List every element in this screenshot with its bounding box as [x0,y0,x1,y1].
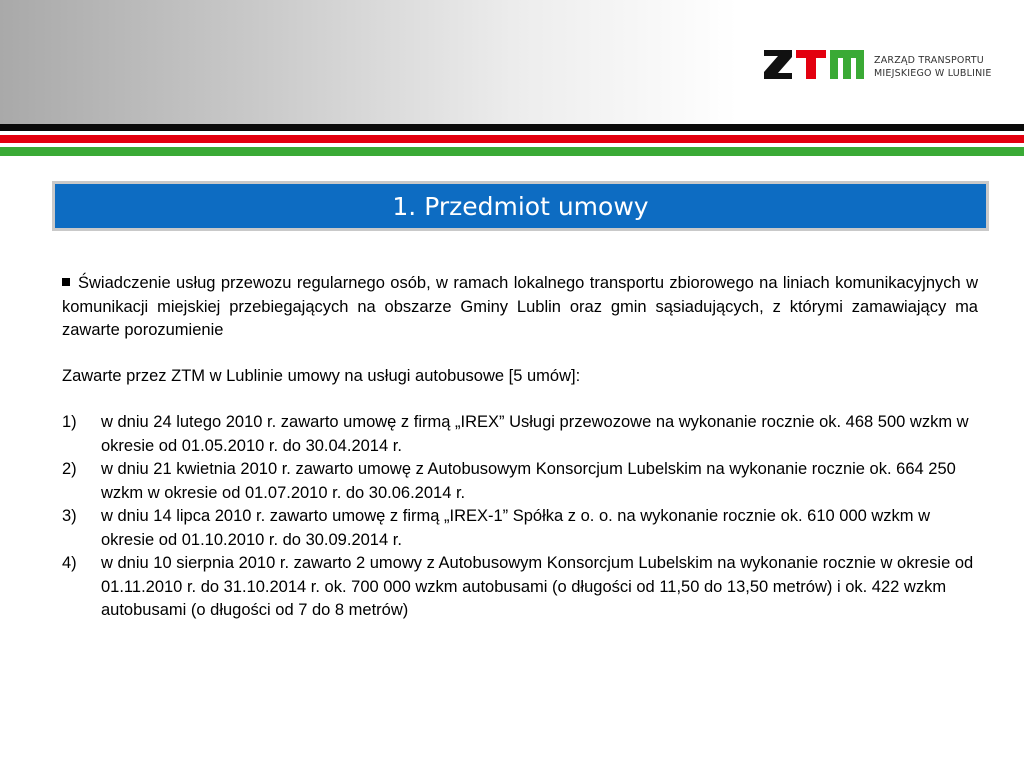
list-item [62,505,978,552]
ztm-logo [762,47,992,83]
list-item-number: 3) [62,507,77,525]
header-stripe-green [0,147,1024,156]
list-item-text: w dniu 21 kwietnia 2010 r. zawarto umowę z Autobusowym Konsorcjum Lubelskim na wykonanie rocznie ok. 664 250 wzkm w okresie od 01.07.2010 r. do 30.06.2014 r. [101,460,956,502]
list-item-number: 1) [62,413,77,431]
list-item-number: 4) [62,554,77,572]
logo-text-line1: ZARZĄD TRANSPORTU [874,55,984,66]
header-stripe-red [0,135,1024,143]
list-item [62,552,978,623]
intro-text: Świadczenie usług przewozu regularnego osób, w ramach lokalnego transportu zbiorowego na liniach komunikacyjnych w komunikacji miejskiej przebiegających na obszarze Gminy Lublin oraz gmin sąsiadujących, z którymi zamawiający ma zawarte porozumienie [62,274,978,339]
intro-paragraph [62,272,978,343]
list-item-text: w dniu 14 lipca 2010 r. zawarto umowę z firmą „IREX-1” Spółka z o. o. na wykonanie rocznie ok. 610 000 wzkm w okresie od 01.10.2010 r. do 30.09.2014 r. [101,507,931,549]
list-item [62,458,978,505]
square-bullet-icon [62,278,70,286]
list-item [62,411,978,458]
slide-title-bar [52,181,989,231]
logo-text [874,54,992,80]
contracts-summary: Zawarte przez ZTM w Lublinie umowy na usługi autobusowe [5 umów]: [62,366,581,385]
list-item-number: 2) [62,460,77,478]
slide-title: 1. Przedmiot umowy [392,191,649,221]
logo-text-line2: MIEJSKIEGO W LUBLINIE [874,68,992,79]
header-stripe-black [0,124,1024,131]
slide-content [62,272,978,623]
contracts-list [62,411,978,623]
list-item-text: w dniu 10 sierpnia 2010 r. zawarto 2 umowy z Autobusowym Konsorcjum Lubelskim na wykonanie rocznie w okresie od 01.11.2010 r. do 31.10.2014 r. ok. 700 000 wzkm autobusami (o długości od 11,50 do 13,50 metrów) i ok. 422 wzkm autobusami (o długości od 7 do 8 metrów) [101,554,974,619]
list-item-text: w dniu 24 lutego 2010 r. zawarto umowę z firmą „IREX” Usługi przewozowe na wykonanie rocznie ok. 468 500 wzkm w okresie od 01.05.2010 r. do 30.04.2014 r. [101,413,969,455]
ztm-logo-mark [762,47,866,81]
